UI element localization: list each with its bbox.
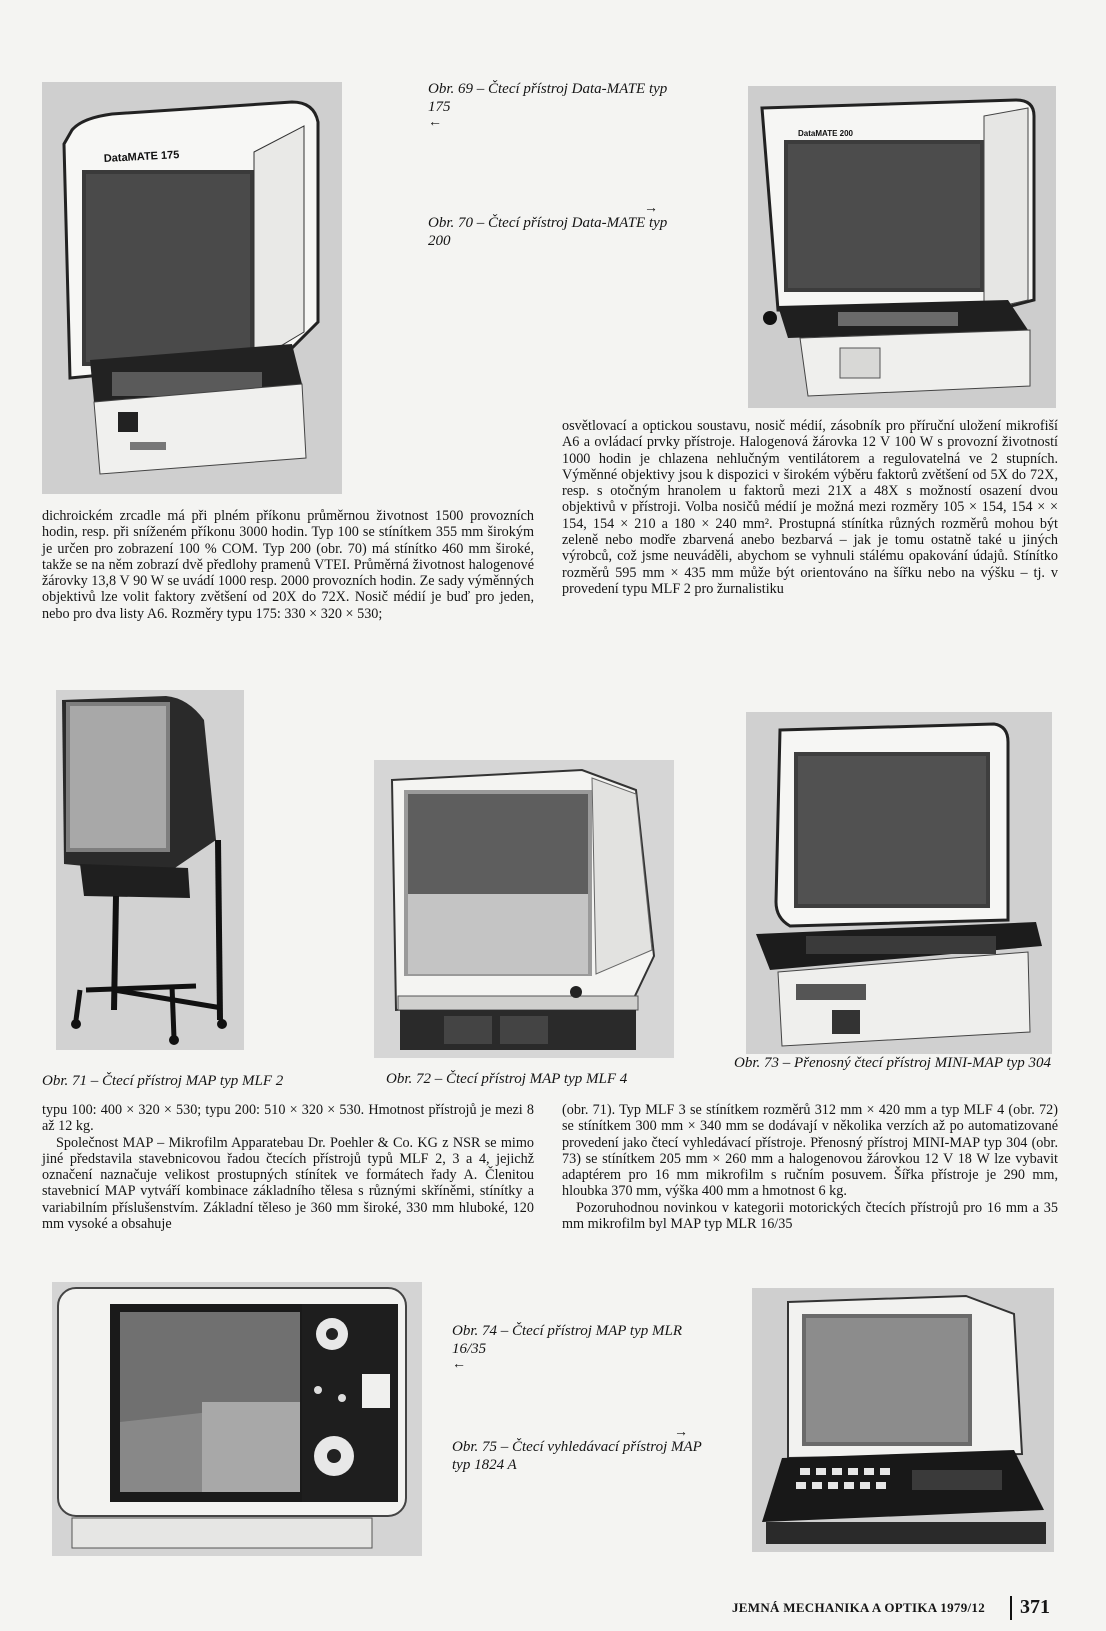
text-block-2: osvětlovací a optickou soustavu, nosič médií, zásobník pro příruční uložení mikrofiší A6 a ovládací prvky přístroje. Halogenová žárovka 12 V 100 W s provozní životností 1000 hodin je chlazena nehlučným ventilátorem a regulovatelná ve 2 stupních. Výměnné objektivy jsou k dispozici v širokém výběru faktorů zvětšení od 5X do 72X, resp. s otočným hranolem u faktorů mezi 21X a 48X s možností osazení dvou objektivů v přístroji. Volba nosičů médií je možná mezi rozměry 105 × 154, 154 × × 154, 154 × 210 a 180 × 240 mm². Prostupná stínítka různých rozměrů mohou být zeleně nebo modře zbarvená anebo bezbarvá – jak je tomu ostatně také u jiných výrobců, což jsme neuváděli, abychom se vyhnuli stálému opakování údajů. Stínítko rozměrů 595 mm × 435 mm může být orientováno na šířku nebo na výšku – tj. v provedení typu MLF 2 pro žurnalistiku	[562, 418, 1058, 597]
figure-75-caption: Obr. 75 – Čtecí vyhledávací přístroj MAP typ 1824 A	[452, 1439, 702, 1473]
figure-70-photo	[748, 86, 1056, 408]
figure-74-photo	[52, 1282, 422, 1556]
figure-71-photo	[56, 690, 244, 1050]
device-label-175: DataMATE 175	[103, 149, 180, 165]
figure-71-caption: Obr. 71 – Čtecí přístroj MAP typ MLF 2	[42, 1073, 284, 1089]
footer-divider	[1010, 1596, 1012, 1620]
text-block-3b: Společnost MAP – Mikrofilm Apparatebau Dr. Poehler & Co. KG z NSR se mimo jiné představila stavebnicovou řadou čtecích přístrojů typů MLF 2, 3 a 4, jejichž označení naznačuje velikost prostupných stínítek ve formátech řady A. Členitou stavebnicí MAP vytváří kombinace základního tělesa s různými skříněmi, stínítky a variabilním příslušenstvím. Základní těleso je 360 mm široké, 330 mm hluboké, 120 mm vysoké a obsahuje	[42, 1134, 534, 1233]
text-block-3a: typu 100: 400 × 320 × 530; typu 200: 510 × 320 × 530. Hmotnost přístrojů je mezi 8 až 12 kg.	[42, 1102, 534, 1135]
arrow-left-icon-2: ←	[452, 1357, 466, 1372]
figure-74-caption: Obr. 74 – Čtecí přístroj MAP typ MLR 16/35	[452, 1323, 682, 1357]
page-number: 371	[1020, 1596, 1050, 1618]
figure-75-photo	[752, 1288, 1054, 1552]
arrow-left-icon: ←	[428, 115, 442, 130]
figure-70-caption: Obr. 70 – Čtecí přístroj Data-MATE typ 200	[428, 215, 668, 249]
device-label-200: DataMATE 200	[798, 129, 853, 138]
figure-72-photo	[374, 760, 674, 1058]
text-block-4b: Pozoruhodnou novinkou v kategorii motorických čtecích přístrojů pro 16 mm a 35 mm mikrofilm byl MAP typ MLR 16/35	[562, 1199, 1058, 1233]
text-block-1: dichroickém zrcadle má při plném příkonu průměrnou životnost 1500 provozních hodin, resp. při sníženém příkonu 3000 hodin. Typ 100 se stínítkem 355 mm širokým je určen pro zobrazení 100 % COM. Typ 200 (obr. 70) má stínítko 460 mm široké, takže se na něm zobrazí dvě předlohy pramenů VTEI. Průměrná životnost halogenové žárovky 13,8 V 90 W se uvádí 1000 resp. 2000 provozních hodin. Ze sady výměnných objektivů lze volit faktory zvětšení od 20X do 72X. Nosič médií je buď pro jeden, nebo pro dva listy A6. Rozměry typu 175: 330 × 320 × 530;	[42, 508, 534, 622]
figure-72-caption: Obr. 72 – Čtecí přístroj MAP typ MLF 4	[386, 1071, 628, 1087]
figure-73-photo	[746, 712, 1052, 1054]
figure-73-caption: Obr. 73 – Přenosný čtecí přístroj MINI-MAP typ 304	[734, 1055, 1052, 1071]
figure-69-caption: Obr. 69 – Čtecí přístroj Data-MATE typ 175	[428, 81, 668, 115]
arrow-right-icon: →	[644, 201, 658, 216]
text-block-4a: (obr. 71). Typ MLF 3 se stínítkem rozměrů 312 mm × 420 mm a typ MLF 4 (obr. 72) se stínítkem 300 mm × 340 mm se dodávají v několika verzích až po automatizované provedení jako čtecí vyhledávací přístroje. Přenosný přístroj MINI-MAP typ 304 (obr. 73) se stínítkem 205 mm × 260 mm a halogenovou žárovkou 12 V 18 W lze vybavit adaptérem pro 16 mm mikrofilm s ručním posuvem. Šířka přístroje je 290 mm, hloubka 370 mm, výška 400 mm a hmotnost 6 kg.	[562, 1102, 1058, 1200]
figure-69-photo	[42, 82, 342, 494]
journal-footer: JEMNÁ MECHANIKA A OPTIKA 1979/12	[732, 1600, 986, 1615]
arrow-right-icon-2: →	[674, 1425, 688, 1440]
